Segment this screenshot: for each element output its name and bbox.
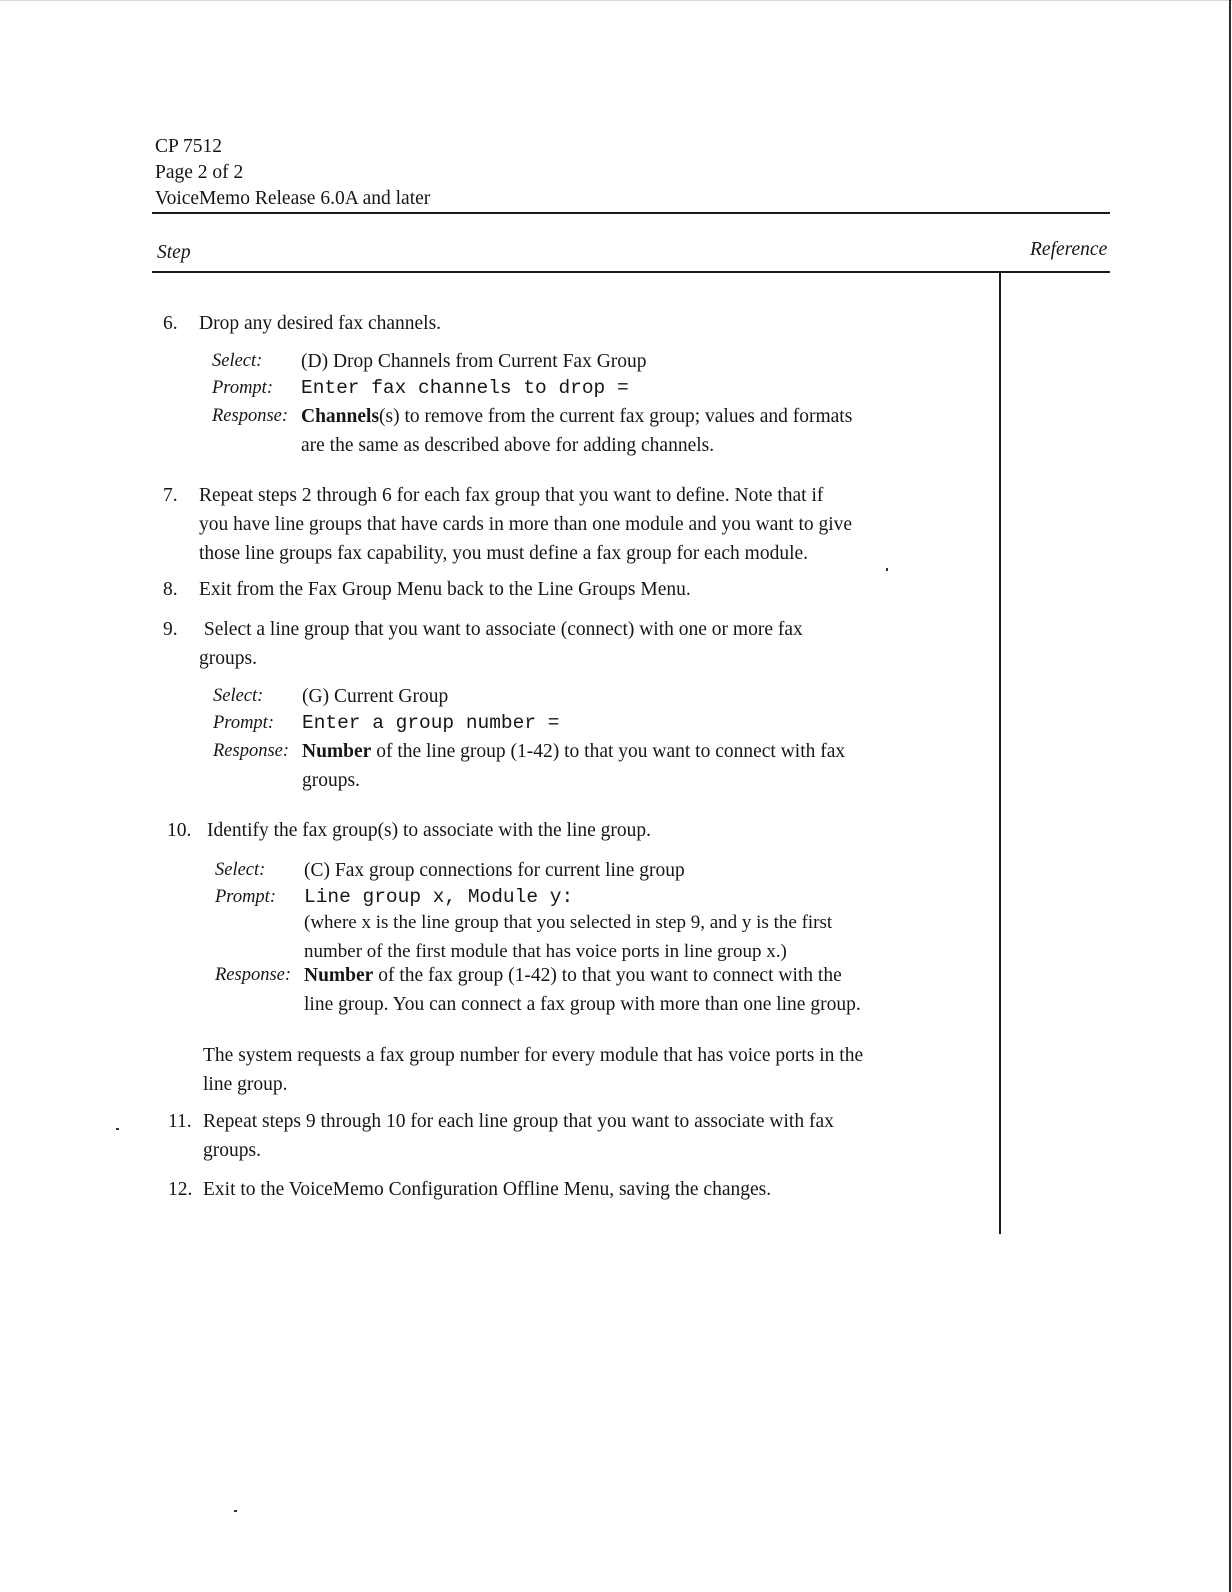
step-text-line: Repeat steps 9 through 10 for each line group that you want to associate with fax bbox=[203, 1111, 834, 1132]
release-line: VoiceMemo Release 6.0A and later bbox=[155, 188, 431, 209]
response-keyword: Number bbox=[304, 965, 374, 986]
step-text-line: Select a line group that you want to associate (connect) with one or more fax bbox=[199, 619, 803, 640]
step-number: 12. bbox=[168, 1179, 193, 1200]
step-number: 10. bbox=[167, 820, 192, 841]
response-text: of the fax group (1-42) to that you want to connect with the bbox=[373, 965, 842, 986]
note-line: line group. bbox=[203, 1074, 288, 1095]
step-text: Exit from the Fax Group Menu back to the Line Groups Menu. bbox=[199, 579, 691, 600]
step-text: Identify the fax group(s) to associate with the line group. bbox=[207, 820, 652, 841]
scan-speck bbox=[116, 1128, 119, 1130]
step-text-line: groups. bbox=[203, 1140, 261, 1161]
header-rule bbox=[152, 212, 1110, 214]
response-text-continued: line group. You can connect a fax group with more than one line group. bbox=[304, 994, 861, 1015]
response-label: Response: bbox=[215, 965, 292, 985]
page-right-edge bbox=[1229, 0, 1231, 1592]
response-text: of the line group (1-42) to that you want to connect with fax bbox=[371, 741, 846, 762]
step-number: 7. bbox=[163, 485, 178, 506]
scan-speck bbox=[886, 568, 888, 571]
response-text-continued: groups. bbox=[302, 770, 360, 791]
step-column-heading: Step bbox=[157, 242, 191, 263]
step-text-line: you have line groups that have cards in more than one module and you want to give bbox=[199, 514, 853, 535]
prompt-label: Prompt: bbox=[215, 887, 276, 907]
prompt-note: (where x is the line group that you selected in step 9, and y is the first bbox=[304, 912, 833, 933]
step-text: Drop any desired fax channels. bbox=[199, 313, 442, 334]
step-number: 11. bbox=[168, 1111, 192, 1132]
select-value: (D) Drop Channels from Current Fax Group bbox=[301, 351, 647, 372]
response-label: Response: bbox=[212, 406, 289, 426]
select-label: Select: bbox=[212, 351, 263, 371]
document-header bbox=[155, 134, 430, 212]
response-label: Response: bbox=[213, 741, 290, 761]
note-line: The system requests a fax group number for every module that has voice ports in the bbox=[203, 1045, 864, 1066]
prompt-value: Enter fax channels to drop = bbox=[301, 377, 629, 399]
prompt-label: Prompt: bbox=[213, 713, 274, 733]
step-text-line: groups. bbox=[199, 648, 257, 669]
select-label: Select: bbox=[215, 860, 266, 880]
prompt-value: Enter a group number = bbox=[302, 712, 560, 734]
step-number: 9. bbox=[163, 619, 178, 640]
response-text-continued: are the same as described above for adding channels. bbox=[301, 435, 715, 456]
reference-column-divider bbox=[999, 272, 1001, 1234]
doc-id: CP 7512 bbox=[155, 136, 223, 157]
prompt-value: Line group x, Module y: bbox=[304, 886, 574, 908]
reference-column-heading: Reference bbox=[1030, 239, 1108, 260]
prompt-note: number of the first module that has voice ports in line group x.) bbox=[304, 941, 787, 962]
step-number: 6. bbox=[163, 313, 178, 334]
scan-speck bbox=[234, 1510, 237, 1512]
step-text-line: Repeat steps 2 through 6 for each fax group that you want to define. Note that if bbox=[199, 485, 824, 506]
select-value: (G) Current Group bbox=[302, 686, 449, 707]
select-value: (C) Fax group connections for current line group bbox=[304, 860, 685, 881]
column-heading-rule bbox=[152, 271, 1110, 273]
page-top-edge bbox=[0, 0, 1232, 1]
select-label: Select: bbox=[213, 686, 264, 706]
prompt-label: Prompt: bbox=[212, 378, 273, 398]
response-text: (s) to remove from the current fax group; values and formats bbox=[379, 406, 853, 427]
step-text-line: those line groups fax capability, you must define a fax group for each module. bbox=[199, 543, 809, 564]
step-text: Exit to the VoiceMemo Configuration Offline Menu, saving the changes. bbox=[203, 1179, 772, 1200]
step-number: 8. bbox=[163, 579, 178, 600]
response-keyword: Channels bbox=[301, 406, 380, 427]
response-keyword: Number bbox=[302, 741, 372, 762]
page-number: Page 2 of 2 bbox=[155, 162, 244, 183]
